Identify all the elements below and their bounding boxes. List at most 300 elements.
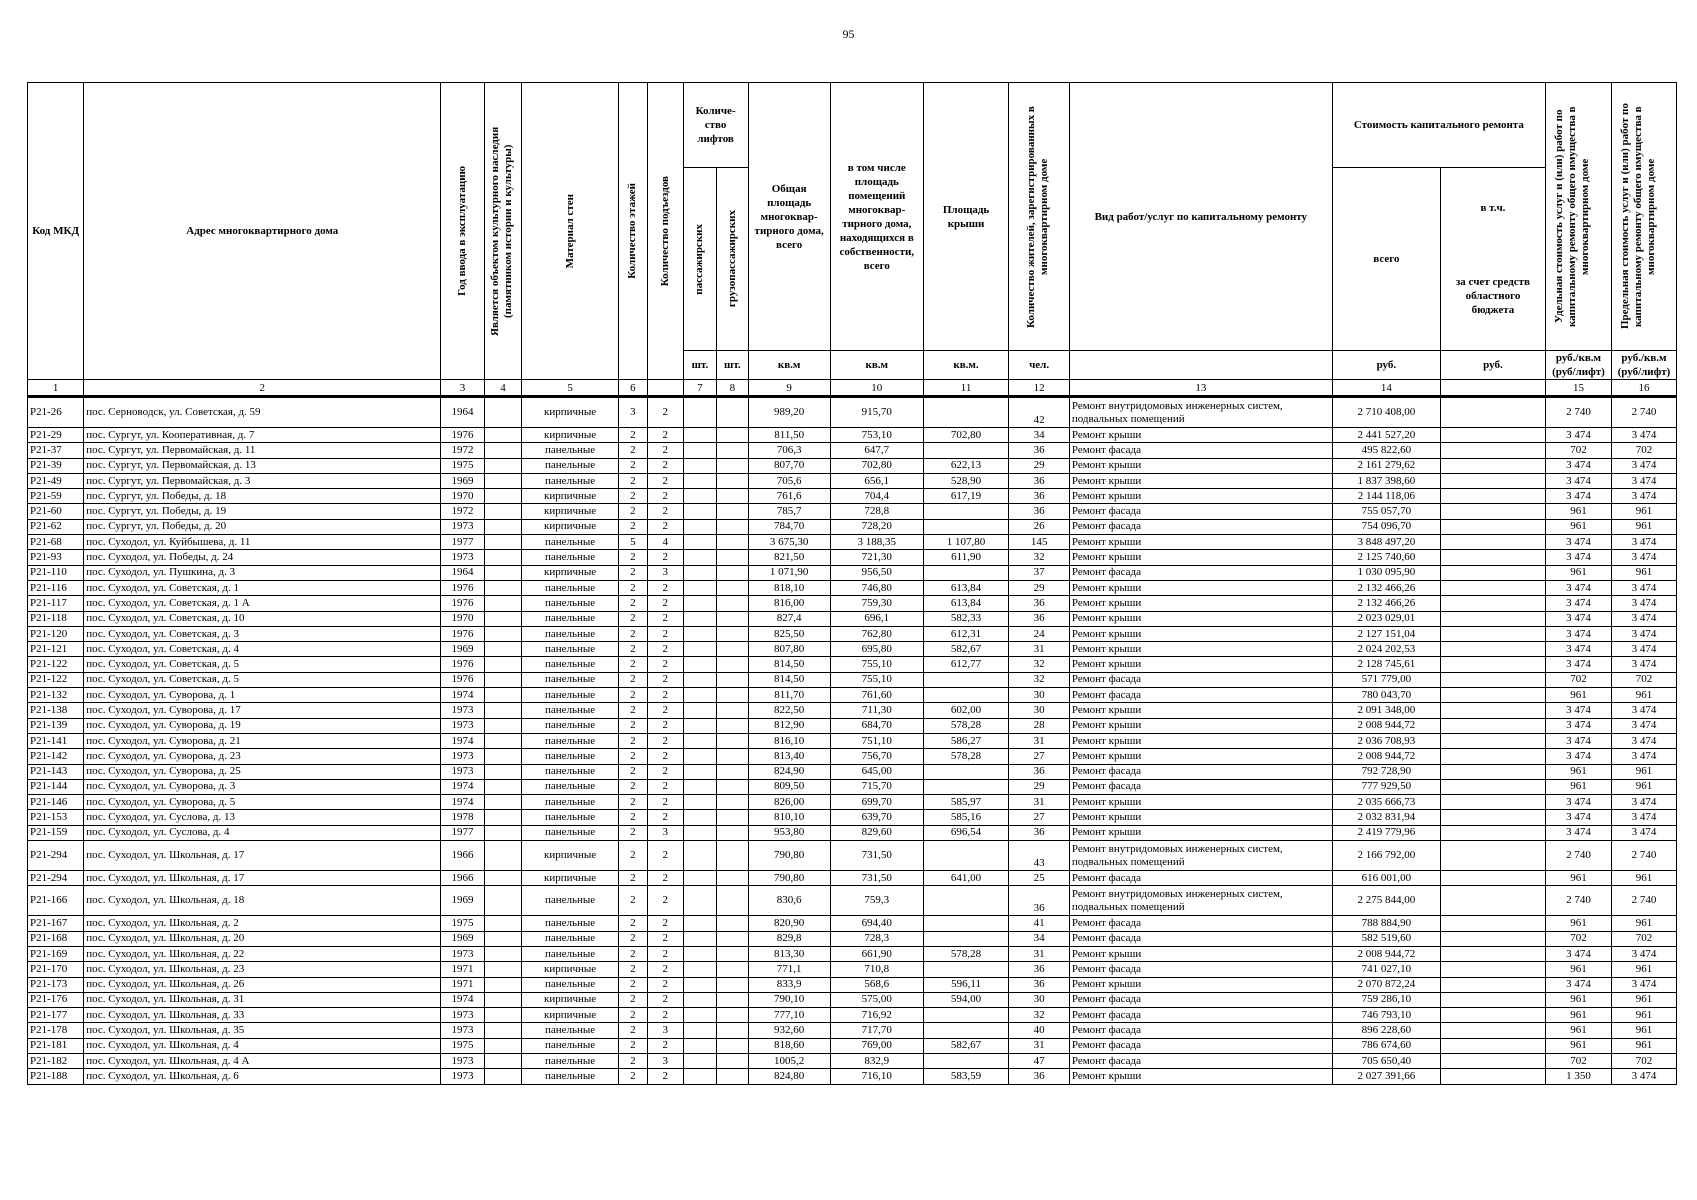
table-row [28,764,1677,779]
mkd-code: Р21-117 [28,596,84,611]
table-row [28,473,1677,488]
roof-area: 602,00 [923,703,1008,718]
house-address: пос. Сургут, ул. Победы, д. 19 [84,504,441,519]
build-year: 1976 [441,657,484,672]
house-address: пос. Сургут, ул. Первомайская, д. 3 [84,473,441,488]
residents-count: 47 [1009,1053,1070,1068]
unit-cost: 961 [1545,504,1611,519]
repair-cost-regional [1440,992,1545,1007]
heritage-cell [484,962,522,977]
unit-cost: 2 740 [1545,886,1611,916]
floors-count: 2 [618,519,647,534]
owned-area: 3 188,35 [830,535,923,550]
entrances-count: 2 [647,1069,683,1084]
heritage-cell [484,810,522,825]
max-cost: 961 [1611,1008,1676,1023]
owned-area: 956,50 [830,565,923,580]
entrances-count: 4 [647,535,683,550]
entrances-count: 2 [647,1008,683,1023]
work-type: Ремонт фасада [1069,779,1332,794]
repair-cost-regional [1440,428,1545,443]
repair-cost-regional [1440,962,1545,977]
table-row [28,611,1677,626]
freight-elevators [717,1023,748,1038]
freight-elevators [717,642,748,657]
house-address: пос. Суходол, ул. Пушкина, д. 3 [84,565,441,580]
passenger-elevators [683,397,717,428]
repair-cost-total: 2 023 029,01 [1332,611,1440,626]
wall-material: панельные [522,779,618,794]
roof-area: 696,54 [923,825,1008,840]
house-address: пос. Суходол, ул. Школьная, д. 18 [84,886,441,916]
unit-cost: 3 474 [1545,626,1611,641]
repair-cost-regional [1440,672,1545,687]
residents-count: 29 [1009,779,1070,794]
residents-count: 30 [1009,992,1070,1007]
build-year: 1969 [441,473,484,488]
table-row [28,733,1677,748]
repair-cost-total: 3 848 497,20 [1332,535,1440,550]
work-type: Ремонт крыши [1069,749,1332,764]
repair-cost-regional [1440,473,1545,488]
passenger-elevators [683,1069,717,1084]
work-type: Ремонт крыши [1069,810,1332,825]
passenger-elevators [683,825,717,840]
max-cost: 961 [1611,992,1676,1007]
total-area: 818,10 [748,580,830,595]
residents-count: 29 [1009,580,1070,595]
total-area: 1005,2 [748,1053,830,1068]
residents-count: 36 [1009,596,1070,611]
max-cost: 3 474 [1611,733,1676,748]
repair-cost-total: 741 027,10 [1332,962,1440,977]
total-area: 830,6 [748,886,830,916]
work-type: Ремонт крыши [1069,795,1332,810]
owned-area: 731,50 [830,841,923,871]
passenger-elevators [683,733,717,748]
work-type: Ремонт крыши [1069,626,1332,641]
wall-material: панельные [522,657,618,672]
wall-material: панельные [522,626,618,641]
repair-cost-total: 792 728,90 [1332,764,1440,779]
heritage-cell [484,946,522,961]
heritage-cell [484,642,522,657]
column-number: 15 [1545,380,1611,397]
floors-count: 3 [618,397,647,428]
house-address: пос. Суходол, ул. Советская, д. 5 [84,672,441,687]
mkd-code: Р21-60 [28,504,84,519]
house-address: пос. Суходол, ул. Советская, д. 5 [84,657,441,672]
work-type: Ремонт крыши [1069,535,1332,550]
passenger-elevators [683,550,717,565]
column-number: 10 [830,380,923,397]
unit-pcs-passenger: шт. [683,351,717,380]
floors-count: 2 [618,779,647,794]
residents-count: 40 [1009,1023,1070,1038]
roof-area [923,519,1008,534]
freight-elevators [717,733,748,748]
heritage-cell [484,443,522,458]
wall-material: панельные [522,977,618,992]
residents-count: 31 [1009,795,1070,810]
freight-elevators [717,626,748,641]
table-row [28,1053,1677,1068]
repair-cost-regional [1440,1023,1545,1038]
unit-cost: 3 474 [1545,642,1611,657]
owned-area: 753,10 [830,428,923,443]
repair-cost-regional [1440,580,1545,595]
passenger-elevators [683,779,717,794]
heritage-cell [484,1038,522,1053]
owned-area: 755,10 [830,672,923,687]
table-row [28,1023,1677,1038]
owned-area: 702,80 [830,458,923,473]
repair-cost-regional [1440,718,1545,733]
max-cost: 3 474 [1611,489,1676,504]
unit-cost: 3 474 [1545,703,1611,718]
table-row [28,657,1677,672]
repair-cost-total: 2 275 844,00 [1332,886,1440,916]
passenger-elevators [683,1038,717,1053]
residents-count: 41 [1009,916,1070,931]
unit-cost: 961 [1545,992,1611,1007]
heritage-cell [484,519,522,534]
unit-roof-area: кв.м. [923,351,1008,380]
residents-count: 36 [1009,504,1070,519]
work-type: Ремонт крыши [1069,977,1332,992]
roof-area [923,397,1008,428]
entrances-count: 2 [647,626,683,641]
table-row [28,626,1677,641]
residents-count: 36 [1009,489,1070,504]
work-type: Ремонт фасада [1069,519,1332,534]
roof-area: 586,27 [923,733,1008,748]
repair-cost-regional [1440,596,1545,611]
owned-area: 704,4 [830,489,923,504]
residents-count: 32 [1009,1008,1070,1023]
repair-cost-regional [1440,519,1545,534]
column-number [1440,380,1545,397]
passenger-elevators [683,718,717,733]
table-row [28,825,1677,840]
entrances-count: 2 [647,795,683,810]
residents-count: 32 [1009,657,1070,672]
max-cost: 702 [1611,672,1676,687]
mkd-code: Р21-144 [28,779,84,794]
max-cost: 961 [1611,1023,1676,1038]
header-heritage: Является объектом культурного наследия (памятником истории и культуры) [489,126,514,336]
heritage-cell [484,458,522,473]
house-address: пос. Суходол, ул. Школьная, д. 23 [84,962,441,977]
unit-cost: 1 350 [1545,1069,1611,1084]
mkd-code: Р21-120 [28,626,84,641]
build-year: 1974 [441,795,484,810]
unit-cost: 2 740 [1545,841,1611,871]
build-year: 1973 [441,550,484,565]
residents-count: 36 [1009,1069,1070,1084]
roof-area [923,565,1008,580]
entrances-count: 2 [647,443,683,458]
mkd-code: Р21-121 [28,642,84,657]
heritage-cell [484,718,522,733]
page-number: 95 [842,27,855,41]
house-address: пос. Серноводск, ул. Советская, д. 59 [84,397,441,428]
residents-count: 32 [1009,672,1070,687]
house-address: пос. Суходол, ул. Школьная, д. 4 [84,1038,441,1053]
table-header [28,83,1677,397]
house-address: пос. Суходол, ул. Школьная, д. 6 [84,1069,441,1084]
owned-area: 721,30 [830,550,923,565]
wall-material: панельные [522,931,618,946]
work-type: Ремонт крыши [1069,703,1332,718]
owned-area: 695,80 [830,642,923,657]
floors-count: 2 [618,977,647,992]
max-cost: 3 474 [1611,810,1676,825]
freight-elevators [717,825,748,840]
total-area: 785,7 [748,504,830,519]
work-type: Ремонт фасада [1069,1008,1332,1023]
roof-area [923,916,1008,931]
build-year: 1977 [441,535,484,550]
unit-cost: 3 474 [1545,718,1611,733]
work-type: Ремонт фасада [1069,443,1332,458]
mkd-code: Р21-59 [28,489,84,504]
mkd-code: Р21-168 [28,931,84,946]
heritage-cell [484,825,522,840]
build-year: 1972 [441,443,484,458]
repair-cost-total: 2 127 151,04 [1332,626,1440,641]
repair-cost-total: 582 519,60 [1332,931,1440,946]
table-row [28,886,1677,916]
owned-area: 684,70 [830,718,923,733]
owned-area: 759,3 [830,886,923,916]
repair-cost-regional [1440,764,1545,779]
total-area: 3 675,30 [748,535,830,550]
entrances-count: 2 [647,871,683,886]
build-year: 1974 [441,733,484,748]
table-row [28,795,1677,810]
passenger-elevators [683,519,717,534]
mkd-code: Р21-39 [28,458,84,473]
max-cost: 3 474 [1611,718,1676,733]
column-numbers-row [28,380,1677,397]
unit-cost: 3 474 [1545,489,1611,504]
entrances-count: 2 [647,688,683,703]
freight-elevators [717,718,748,733]
unit-cost: 3 474 [1545,733,1611,748]
unit-cost: 3 474 [1545,611,1611,626]
mkd-code: Р21-143 [28,764,84,779]
table-row [28,519,1677,534]
wall-material: кирпичные [522,962,618,977]
wall-material: панельные [522,473,618,488]
freight-elevators [717,596,748,611]
table-row [28,642,1677,657]
build-year: 1974 [441,779,484,794]
entrances-count: 2 [647,749,683,764]
freight-elevators [717,1038,748,1053]
table-row [28,443,1677,458]
repair-cost-total: 2 132 466,26 [1332,596,1440,611]
repair-cost-regional [1440,886,1545,916]
heritage-cell [484,688,522,703]
work-type: Ремонт фасада [1069,1053,1332,1068]
repair-cost-regional [1440,688,1545,703]
house-address: пос. Сургут, ул. Первомайская, д. 13 [84,458,441,473]
header-residents: Количество жителей, зарегистрированных в многоквартирном доме [1025,105,1051,328]
entrances-count: 2 [647,916,683,931]
unit-cost: 702 [1545,443,1611,458]
total-area: 790,80 [748,871,830,886]
house-address: пос. Суходол, ул. Суворова, д. 19 [84,718,441,733]
unit-cost: 3 474 [1545,473,1611,488]
passenger-elevators [683,443,717,458]
table-row [28,749,1677,764]
table-row [28,458,1677,473]
heritage-cell [484,1053,522,1068]
work-type: Ремонт крыши [1069,458,1332,473]
heritage-cell [484,657,522,672]
work-type: Ремонт фасада [1069,565,1332,580]
passenger-elevators [683,703,717,718]
work-type: Ремонт крыши [1069,596,1332,611]
repair-cost-total: 2 070 872,24 [1332,977,1440,992]
entrances-count: 2 [647,977,683,992]
unit-cost: 3 474 [1545,596,1611,611]
entrances-count: 2 [647,992,683,1007]
wall-material: панельные [522,1038,618,1053]
roof-area [923,841,1008,871]
repair-cost-regional [1440,565,1545,580]
total-area: 816,00 [748,596,830,611]
work-type: Ремонт крыши [1069,946,1332,961]
wall-material: панельные [522,946,618,961]
total-area: 824,90 [748,764,830,779]
build-year: 1973 [441,703,484,718]
unit-cost: 3 474 [1545,810,1611,825]
table-row [28,779,1677,794]
entrances-count: 2 [647,657,683,672]
build-year: 1974 [441,688,484,703]
unit-cost-regional: руб. [1440,351,1545,380]
floors-count: 2 [618,672,647,687]
mkd-code: Р21-142 [28,749,84,764]
heritage-cell [484,672,522,687]
unit-cost: 3 474 [1545,946,1611,961]
entrances-count: 2 [647,718,683,733]
house-address: пос. Суходол, ул. Школьная, д. 20 [84,931,441,946]
passenger-elevators [683,580,717,595]
house-address: пос. Суходол, ул. Суворова, д. 23 [84,749,441,764]
roof-area: 612,31 [923,626,1008,641]
floors-count: 2 [618,916,647,931]
mkd-code: Р21-170 [28,962,84,977]
wall-material: кирпичные [522,841,618,871]
total-area: 821,50 [748,550,830,565]
passenger-elevators [683,596,717,611]
entrances-count: 2 [647,580,683,595]
mkd-code: Р21-122 [28,672,84,687]
unit-cost: 3 474 [1545,825,1611,840]
table-row [28,428,1677,443]
house-address: пос. Суходол, ул. Школьная, д. 35 [84,1023,441,1038]
build-year: 1973 [441,1023,484,1038]
unit-cost: 961 [1545,1023,1611,1038]
passenger-elevators [683,977,717,992]
passenger-elevators [683,749,717,764]
unit-cost: 702 [1545,1053,1611,1068]
passenger-elevators [683,642,717,657]
unit-cost: 961 [1545,962,1611,977]
residents-count: 30 [1009,688,1070,703]
work-type: Ремонт внутридомовых инженерных систем, подвальных помещений [1069,841,1332,871]
passenger-elevators [683,458,717,473]
freight-elevators [717,504,748,519]
roof-area [923,672,1008,687]
floors-count: 2 [618,749,647,764]
house-address: пос. Сургут, ул. Кооперативная, д. 7 [84,428,441,443]
repair-cost-total: 2 008 944,72 [1332,946,1440,961]
house-address: пос. Суходол, ул. Суслова, д. 4 [84,825,441,840]
total-area: 826,00 [748,795,830,810]
build-year: 1966 [441,841,484,871]
heritage-cell [484,565,522,580]
capital-repair-table [27,82,1677,1085]
house-address: пос. Суходол, ул. Школьная, д. 17 [84,841,441,871]
column-number: 7 [683,380,717,397]
repair-cost-total: 746 793,10 [1332,1008,1440,1023]
floors-count: 2 [618,458,647,473]
heritage-cell [484,886,522,916]
unit-cost: 961 [1545,916,1611,931]
work-type: Ремонт крыши [1069,733,1332,748]
owned-area: 761,60 [830,688,923,703]
wall-material: панельные [522,535,618,550]
floors-count: 2 [618,657,647,672]
mkd-code: Р21-159 [28,825,84,840]
freight-elevators [717,841,748,871]
header-wall-material: Материал стен [563,193,576,269]
total-area: 816,10 [748,733,830,748]
repair-cost-regional [1440,977,1545,992]
mkd-code: Р21-118 [28,611,84,626]
roof-area: 613,84 [923,580,1008,595]
heritage-cell [484,504,522,519]
wall-material: панельные [522,795,618,810]
work-type: Ремонт фасада [1069,1023,1332,1038]
house-address: пос. Сургут, ул. Победы, д. 18 [84,489,441,504]
roof-area [923,1053,1008,1068]
residents-count: 36 [1009,825,1070,840]
mkd-code: Р21-182 [28,1053,84,1068]
freight-elevators [717,764,748,779]
repair-cost-regional [1440,657,1545,672]
total-area: 825,50 [748,626,830,641]
owned-area: 728,8 [830,504,923,519]
mkd-code: Р21-176 [28,992,84,1007]
owned-area: 694,40 [830,916,923,931]
column-number: 14 [1332,380,1440,397]
passenger-elevators [683,841,717,871]
residents-count: 29 [1009,458,1070,473]
floors-count: 2 [618,992,647,1007]
repair-cost-regional [1440,611,1545,626]
freight-elevators [717,795,748,810]
owned-area: 769,00 [830,1038,923,1053]
entrances-count: 2 [647,1038,683,1053]
owned-area: 756,70 [830,749,923,764]
repair-cost-total: 2 419 779,96 [1332,825,1440,840]
